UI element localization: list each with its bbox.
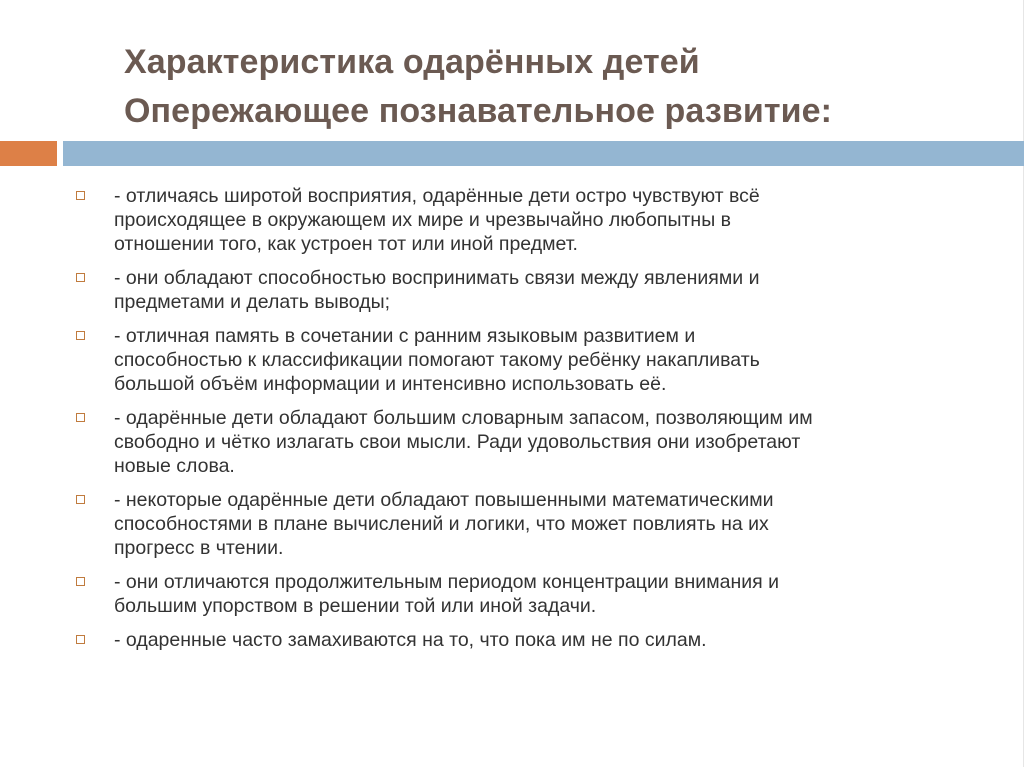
bullet-item <box>76 266 976 314</box>
bullet-list <box>76 184 976 662</box>
bullet-item <box>76 628 976 652</box>
accent-bar <box>0 141 57 166</box>
bullet-item <box>76 184 976 256</box>
square-bullet-icon <box>76 495 85 504</box>
title-rule-bar <box>63 141 1024 166</box>
square-bullet-icon <box>76 273 85 282</box>
bullet-item <box>76 488 976 560</box>
bullet-text: - они обладают способностью воспринимать связи между явлениями и предметами и делать выводы; <box>114 267 760 313</box>
bullet-text: - некоторые одарённые дети обладают повышенными математическими способностями в плане вычислений и логики, что может повлиять на их прогресс в чтении. <box>114 489 774 559</box>
square-bullet-icon <box>76 191 85 200</box>
square-bullet-icon <box>76 635 85 644</box>
square-bullet-icon <box>76 577 85 586</box>
bullet-text: - они отличаются продолжительным периодом концентрации внимания и большим упорством в решении той или иной задачи. <box>114 571 779 617</box>
square-bullet-icon <box>76 413 85 422</box>
slide-title-line-1: Характеристика одарённых детей <box>124 43 700 81</box>
bullet-item <box>76 570 976 618</box>
bullet-text: - одаренные часто замахиваются на то, что пока им не по силам. <box>114 629 707 651</box>
slide-title-line-2: Опережающее познавательное развитие: <box>124 92 833 130</box>
slide-title <box>124 38 1004 136</box>
bullet-text: - отличная память в сочетании с ранним языковым развитием и способностью к классификации помогают такому ребёнку накапливать большой объём информации и интенсивно использовать её. <box>114 325 760 395</box>
bullet-item <box>76 406 976 478</box>
bullet-item <box>76 324 976 396</box>
square-bullet-icon <box>76 331 85 340</box>
bullet-text: - одарённые дети обладают большим словарным запасом, позволяющим им свободно и чётко излагать свои мысли. Ради удовольствия они изобретают новые слова. <box>114 407 813 477</box>
bullet-text: - отличаясь широтой восприятия, одарённые дети остро чувствуют всё происходящее в окружающем их мире и чрезвычайно любопытны в отношении того, как устроен тот или иной предмет. <box>114 185 760 255</box>
